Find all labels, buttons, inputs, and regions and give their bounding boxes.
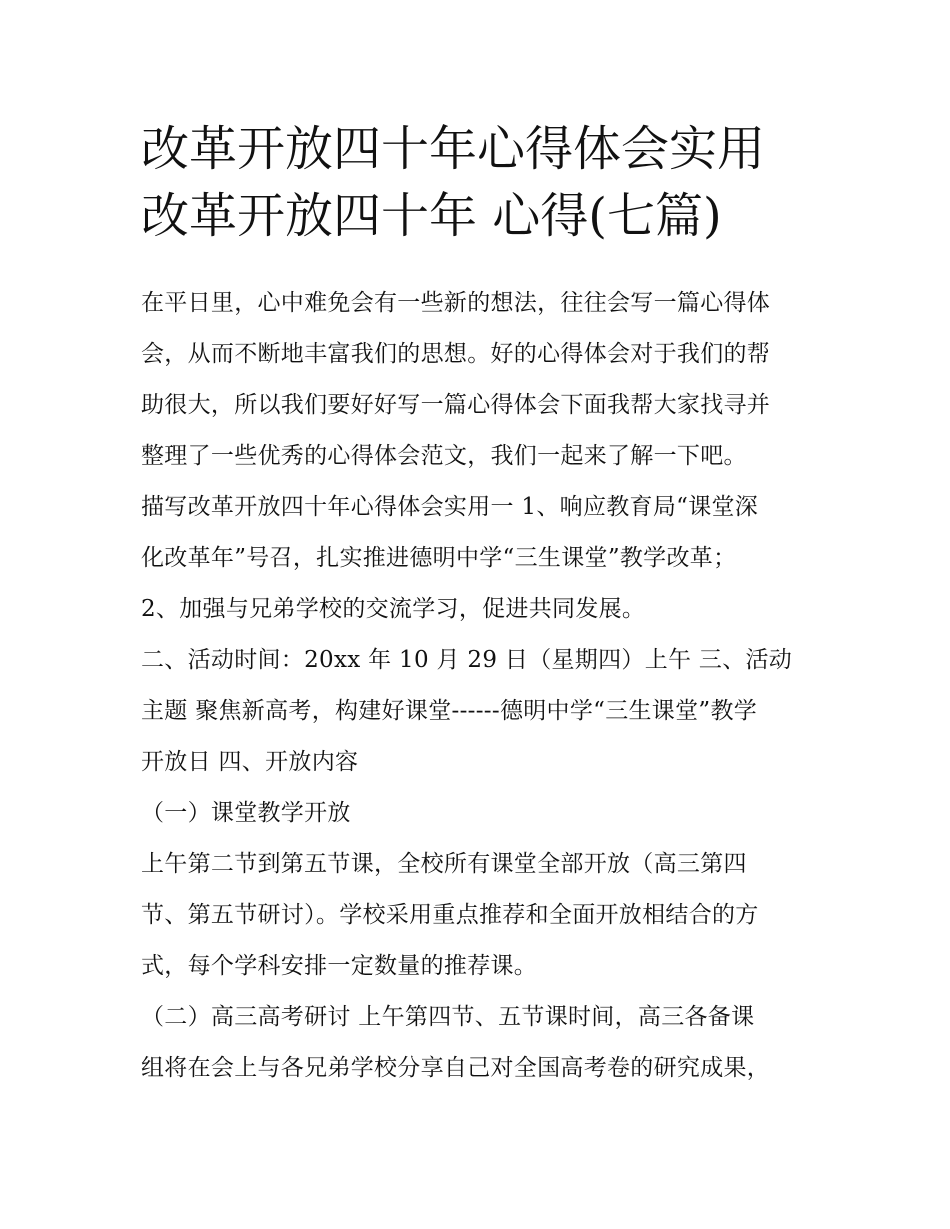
body-line: （二）高三高考研讨 上午第四节、五节课时间，高三各备课 (141, 1004, 755, 1030)
body-line: 会，从而不断地丰富我们的思想。好的心得体会对于我们的帮 (141, 341, 771, 367)
body-line: 整理了一些优秀的心得体会范文，我们一起来了解一下吧。 (141, 443, 747, 469)
body-line: 主题 聚焦新高考，构建好课堂------德明中学“三生课堂”教学 (141, 698, 758, 724)
body-line: 组将在会上与各兄弟学校分享自己对全国高考卷的研究成果， (141, 1055, 771, 1081)
body-line: 开放日 四、开放内容 (141, 749, 359, 775)
body-line: 助很大，所以我们要好好写一篇心得体会下面我帮大家找寻并 (141, 392, 771, 418)
title-line-1: 改革开放四十年心得体会实用 (141, 121, 766, 177)
title-line-2: 改革开放四十年 心得(七篇) (141, 188, 722, 244)
section-heading: （一）课堂教学开放 (141, 800, 351, 826)
document-title (141, 116, 841, 250)
body-line: 上午第二节到第五节课，全校所有课堂全部开放（高三第四 (141, 851, 747, 877)
body-line: 在平日里，心中难免会有一些新的想法，往往会写一篇心得体 (141, 290, 771, 316)
body-line: 式，每个学科安排一定数量的推荐课。 (141, 953, 538, 979)
body-line: 化改革年”号召，扎实推进德明中学“三生课堂”教学改革； (141, 545, 737, 571)
body-line: 二、活动时间：20xx 年 10 月 29 日（星期四）上午 三、活动 (141, 647, 793, 673)
body-line: 2、加强与兄弟学校的交流学习，促进共同发展。 (141, 596, 646, 622)
body-line: 节、第五节研讨）。学校采用重点推荐和全面开放相结合的方 (141, 902, 759, 928)
document-body (141, 278, 821, 1094)
body-line: 描写改革开放四十年心得体会实用一 1、响应教育局“课堂深 (141, 494, 759, 520)
